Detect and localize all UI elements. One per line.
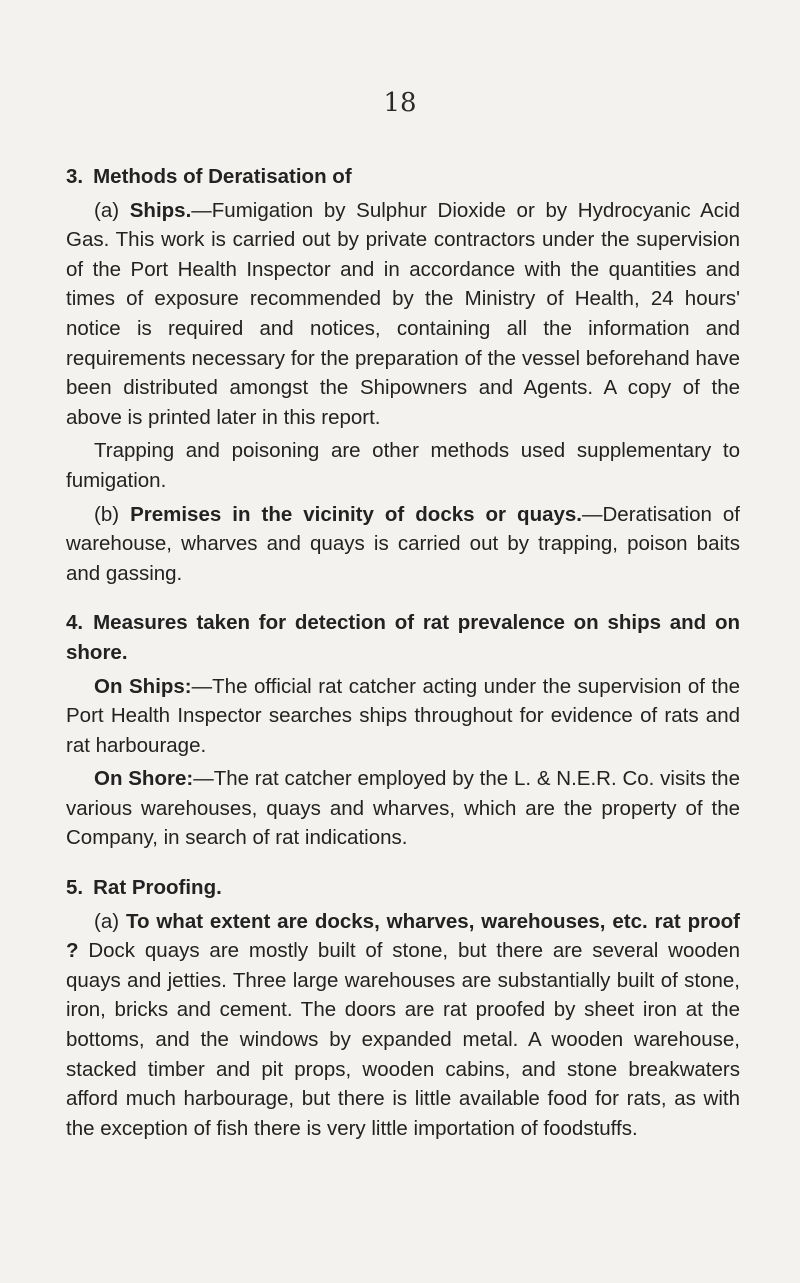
section-5-heading [66, 873, 740, 903]
section-3-heading [66, 162, 740, 192]
section-3a-label: (a) [94, 198, 120, 222]
section-3b-paragraph [66, 500, 740, 589]
section-5a-paragraph [66, 907, 740, 1144]
section-3a-paragraph [66, 196, 740, 433]
section-4-ships-text: —The official rat catcher acting under the supervision of the Port Health Inspector searches ships throughout for evidence of rats and rat harbourage. [66, 674, 740, 757]
section-4-heading [66, 608, 740, 667]
section-3a-text: —Fumigation by Sulphur Dioxide or by Hydrocyanic Acid Gas. This work is carried out by private contractors under the supervision of the Port Health Inspector and in accordance with the quantities and times of exposure recommended by the Ministry of Health, 24 hours' notice is required and notices, containing all the information and requirements necessary for the preparation of the vessel beforehand have been distributed amongst the Shipowners and Agents. A copy of the above is printed later in this report. [66, 198, 741, 429]
section-5-title: Rat Proofing. [93, 876, 222, 900]
section-4-title: Measures taken for detection of rat prevalence on ships and on shore. [66, 611, 740, 664]
section-3-trapping-paragraph [66, 436, 740, 495]
section-4-shore-paragraph [66, 764, 740, 853]
section-3-trapping-text: Trapping and poisoning are other methods used supplementary to fumigation. [66, 439, 740, 492]
section-4-ships-paragraph [66, 672, 740, 761]
section-4-number: 4. [66, 611, 84, 635]
section-4-shore-label: On Shore: [94, 767, 194, 791]
section-3b-text: —Deratisation of warehouse, wharves and quays is carried out by trapping, poison baits and gassing. [66, 502, 740, 585]
section-4-shore-text: —The rat catcher employed by the L. & N.E.R. Co. visits the various warehouses, quays and wharves, which are the property of the Company, in search of rat indications. [66, 767, 740, 850]
section-5-number: 5. [66, 876, 84, 900]
section-4-ships-label: On Ships: [94, 674, 192, 698]
page-body [66, 162, 740, 1143]
section-5a-title: To what extent are docks, wharves, warehouses, etc. rat proof ? [66, 909, 741, 963]
section-3-number: 3. [66, 165, 84, 188]
section-3b-title: Premises in the vicinity of docks or quays. [130, 502, 582, 526]
section-3b-label: (b) [94, 502, 120, 526]
page-number: 18 [383, 88, 417, 118]
section-5a-label: (a) [94, 909, 120, 933]
section-3a-title: Ships. [129, 198, 192, 222]
section-3-title: Methods of Deratisation of [93, 165, 352, 188]
section-5a-text: Dock quays are mostly built of stone, but there are several wooden quays and jetties. Three large warehouses are substantially built of stone, iron, bricks and cement. The doors are rat proofed by sheet iron at the bottoms, and the windows by expanded metal. A wooden warehouse, stacked timber and pit props, wooden cabins, and stone breakwaters afford much harbourage, but there is little available food for rats, as with the exception of fish there is very little importation of foodstuffs. [66, 939, 740, 1140]
